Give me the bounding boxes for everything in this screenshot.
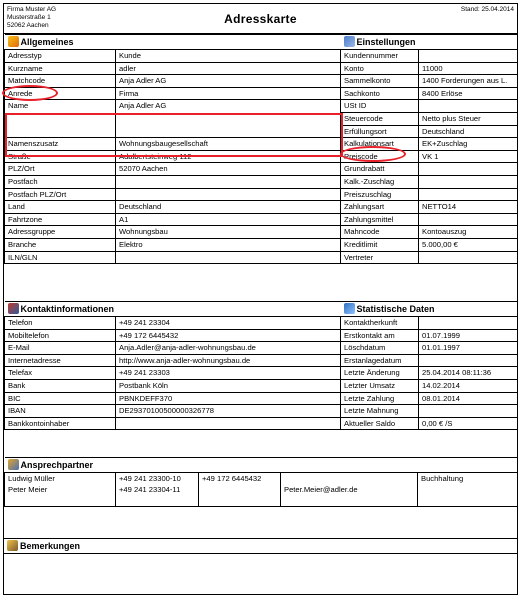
field-value xyxy=(419,405,518,418)
table-row xyxy=(5,87,518,100)
field-label: ILN/GLN xyxy=(5,251,116,264)
remarks-table xyxy=(4,538,517,554)
people-icon xyxy=(8,459,19,470)
field-value: 01.07.1999 xyxy=(419,329,518,342)
field-label: Löschdatum xyxy=(341,342,419,355)
field-label: Bank xyxy=(5,379,116,392)
section-allgemeines xyxy=(5,35,341,50)
contact-person-email-value: Peter.Meier@adler.de xyxy=(284,485,358,494)
field-value: Deutschland xyxy=(419,125,518,138)
field-value: Wohnungsbau xyxy=(116,226,341,239)
highlight-name-box xyxy=(5,113,343,157)
section-kontakt xyxy=(5,302,341,317)
field-label: Mobiltelefon xyxy=(5,329,116,342)
star-icon xyxy=(8,36,19,47)
field-label: Kreditlimit xyxy=(341,238,419,251)
field-value: Deutschland xyxy=(116,201,341,214)
field-label: Kalk.-Zuschlag xyxy=(341,175,419,188)
field-value xyxy=(419,50,518,63)
field-label: IBAN xyxy=(5,405,116,418)
section-title: Einstellungen xyxy=(356,37,416,47)
field-label: Erstkontakt am xyxy=(341,329,419,342)
section-title: Kontaktinformationen xyxy=(20,304,114,314)
table-row xyxy=(5,201,518,214)
field-value: 0,00 € /S xyxy=(419,417,518,430)
field-value: A1 xyxy=(116,213,341,226)
table-row xyxy=(5,50,518,63)
field-value: Kontoauszug xyxy=(419,226,518,239)
table-row xyxy=(5,213,518,226)
field-label: PLZ/Ort xyxy=(5,163,116,176)
field-label: Kurzname xyxy=(5,62,116,75)
table-row xyxy=(5,188,518,201)
field-label: Telefax xyxy=(5,367,116,380)
highlight-erfuellungsort-oval xyxy=(340,146,406,162)
field-value: NETTO14 xyxy=(419,201,518,214)
table-row xyxy=(5,354,518,367)
field-value: 11000 xyxy=(419,62,518,75)
field-value: 8400 Erlöse xyxy=(419,87,518,100)
field-value: 01.01.1997 xyxy=(419,342,518,355)
field-value: DE29370100500000326778 xyxy=(116,405,341,418)
field-value: 25.04.2014 08:11:36 xyxy=(419,367,518,380)
field-value xyxy=(419,354,518,367)
field-label: Preiszuschlag xyxy=(341,188,419,201)
company-name: Firma Muster AG xyxy=(7,6,57,13)
field-value xyxy=(116,417,341,430)
field-label: Anrede xyxy=(5,87,116,100)
section-bemerkungen xyxy=(4,539,517,554)
field-value xyxy=(116,251,341,264)
field-label: Bankkontoinhaber xyxy=(5,417,116,430)
field-value xyxy=(419,163,518,176)
table-row xyxy=(5,251,518,264)
company-street: Musterstraße 1 xyxy=(7,14,51,21)
table-row xyxy=(5,405,518,418)
field-value xyxy=(419,100,518,113)
field-value: Anja Adler AG xyxy=(116,100,341,138)
table-row xyxy=(5,367,518,380)
field-value: 5.000,00 € xyxy=(419,238,518,251)
table-row xyxy=(5,75,518,88)
table-row xyxy=(5,163,518,176)
table-row xyxy=(5,417,518,430)
notes-icon xyxy=(7,540,18,551)
field-label: Name xyxy=(5,100,116,138)
page-title: Adresskarte xyxy=(224,12,297,26)
table-row xyxy=(5,226,518,239)
highlight-matchcode-oval xyxy=(2,85,58,101)
field-label: Land xyxy=(5,201,116,214)
field-label: Sammelkonto xyxy=(341,75,419,88)
settings-icon xyxy=(344,36,355,47)
page-header xyxy=(4,4,517,34)
field-value xyxy=(419,251,518,264)
field-label: Mahncode xyxy=(341,226,419,239)
contact-persons-table xyxy=(4,457,518,507)
field-value xyxy=(116,175,341,188)
section-title: Statistische Daten xyxy=(356,304,435,314)
contact-person-mobile: +49 172 6445432 xyxy=(199,473,281,507)
field-value: Elektro xyxy=(116,238,341,251)
company-city: 52062 Aachen xyxy=(7,22,49,29)
section-title: Bemerkungen xyxy=(20,541,81,551)
field-value xyxy=(419,213,518,226)
statistics-icon xyxy=(344,303,355,314)
field-label: Kalkulationsart xyxy=(341,138,419,151)
field-value: Adalbertsteinweg 112 xyxy=(116,150,341,163)
table-row xyxy=(5,329,518,342)
section-einstellungen xyxy=(341,35,518,50)
field-label: Fahrtzone xyxy=(5,213,116,226)
field-value: 14.02.2014 xyxy=(419,379,518,392)
field-label: Kundennummer xyxy=(341,50,419,63)
field-value: PBNKDEFF370 xyxy=(116,392,341,405)
field-value: Anja Adler AG xyxy=(116,75,341,88)
field-label: Letzter Umsatz xyxy=(341,379,419,392)
field-label: BIC xyxy=(5,392,116,405)
field-value: +49 172 6445432 xyxy=(116,329,341,342)
section-title: Ansprechpartner xyxy=(20,460,94,470)
address-card xyxy=(3,3,518,595)
field-label: Branche xyxy=(5,238,116,251)
table-row xyxy=(5,62,518,75)
contact-person-phones: +49 241 23300-10 +49 241 23304-11 xyxy=(116,473,199,507)
field-label: Erfüllungsort xyxy=(341,125,419,138)
table-row xyxy=(5,100,518,113)
field-value: +49 241 23303 xyxy=(116,367,341,380)
field-label: Internetadresse xyxy=(5,354,116,367)
field-label: Letzte Änderung xyxy=(341,367,419,380)
field-label: Postfach xyxy=(5,175,116,188)
table-row xyxy=(5,392,518,405)
field-label: Matchcode xyxy=(5,75,116,88)
field-label: Zahlungsart xyxy=(341,201,419,214)
field-value: +49 241 23304 xyxy=(116,317,341,330)
field-value: 08.01.2014 xyxy=(419,392,518,405)
table-row xyxy=(5,317,518,330)
field-value: VK 1 xyxy=(419,150,518,163)
table-row xyxy=(5,238,518,251)
field-value: Anja.Adler@anja-adler-wohnungsbau.de xyxy=(116,342,341,355)
field-label: USt ID xyxy=(341,100,419,113)
field-label: Letzte Mahnung xyxy=(341,405,419,418)
field-label: Grundrabatt xyxy=(341,163,419,176)
field-value: adler xyxy=(116,62,341,75)
field-label: Erstanlagedatum xyxy=(341,354,419,367)
field-label: Vertreter xyxy=(341,251,419,264)
contact-person-names: Ludwig Müller Peter Meier xyxy=(5,473,116,507)
field-value xyxy=(419,175,518,188)
field-value: Postbank Köln xyxy=(116,379,341,392)
contact-person-email xyxy=(281,473,418,507)
field-label: Preiscode xyxy=(341,150,419,163)
section-title: Allgemeines xyxy=(20,37,74,47)
field-value: EK+Zuschlag xyxy=(419,138,518,151)
field-label: Letzte Zahlung xyxy=(341,392,419,405)
table-row xyxy=(5,175,518,188)
table-row xyxy=(5,379,518,392)
field-label: Telefon xyxy=(5,317,116,330)
field-label: Steuercode xyxy=(341,112,419,125)
contact-card-icon xyxy=(8,303,19,314)
section-statistik xyxy=(341,302,518,317)
status-date: Stand: 25.04.2014 xyxy=(460,6,514,13)
field-label: Straße xyxy=(5,150,116,163)
field-value xyxy=(419,317,518,330)
section-ansprechpartner xyxy=(5,458,518,473)
field-label: Postfach PLZ/Ort xyxy=(5,188,116,201)
field-label: Adresstyp xyxy=(5,50,116,63)
field-value xyxy=(419,188,518,201)
contact-person-department: Buchhaltung xyxy=(418,473,518,507)
field-label: Aktueller Saldo xyxy=(341,417,419,430)
field-value: 52070 Aachen xyxy=(116,163,341,176)
field-value: Kunde xyxy=(116,50,341,63)
field-label: Sachkonto xyxy=(341,87,419,100)
field-label: Namenszusatz xyxy=(5,138,116,151)
field-label: Kontaktherkunft xyxy=(341,317,419,330)
field-label: E-Mail xyxy=(5,342,116,355)
field-value xyxy=(116,188,341,201)
field-value: Netto plus Steuer xyxy=(419,112,518,125)
field-label: Zahlungsmittel xyxy=(341,213,419,226)
field-value: http://www.anja-adler-wohnungsbau.de xyxy=(116,354,341,367)
field-label: Konto xyxy=(341,62,419,75)
field-value: 1400 Forderungen aus L. xyxy=(419,75,518,88)
field-label: Adressgruppe xyxy=(5,226,116,239)
field-value: Firma xyxy=(116,87,341,100)
field-value: Wohnungsbaugesellschaft xyxy=(116,138,341,151)
contact-statistics-table xyxy=(4,301,518,430)
table-row xyxy=(5,342,518,355)
